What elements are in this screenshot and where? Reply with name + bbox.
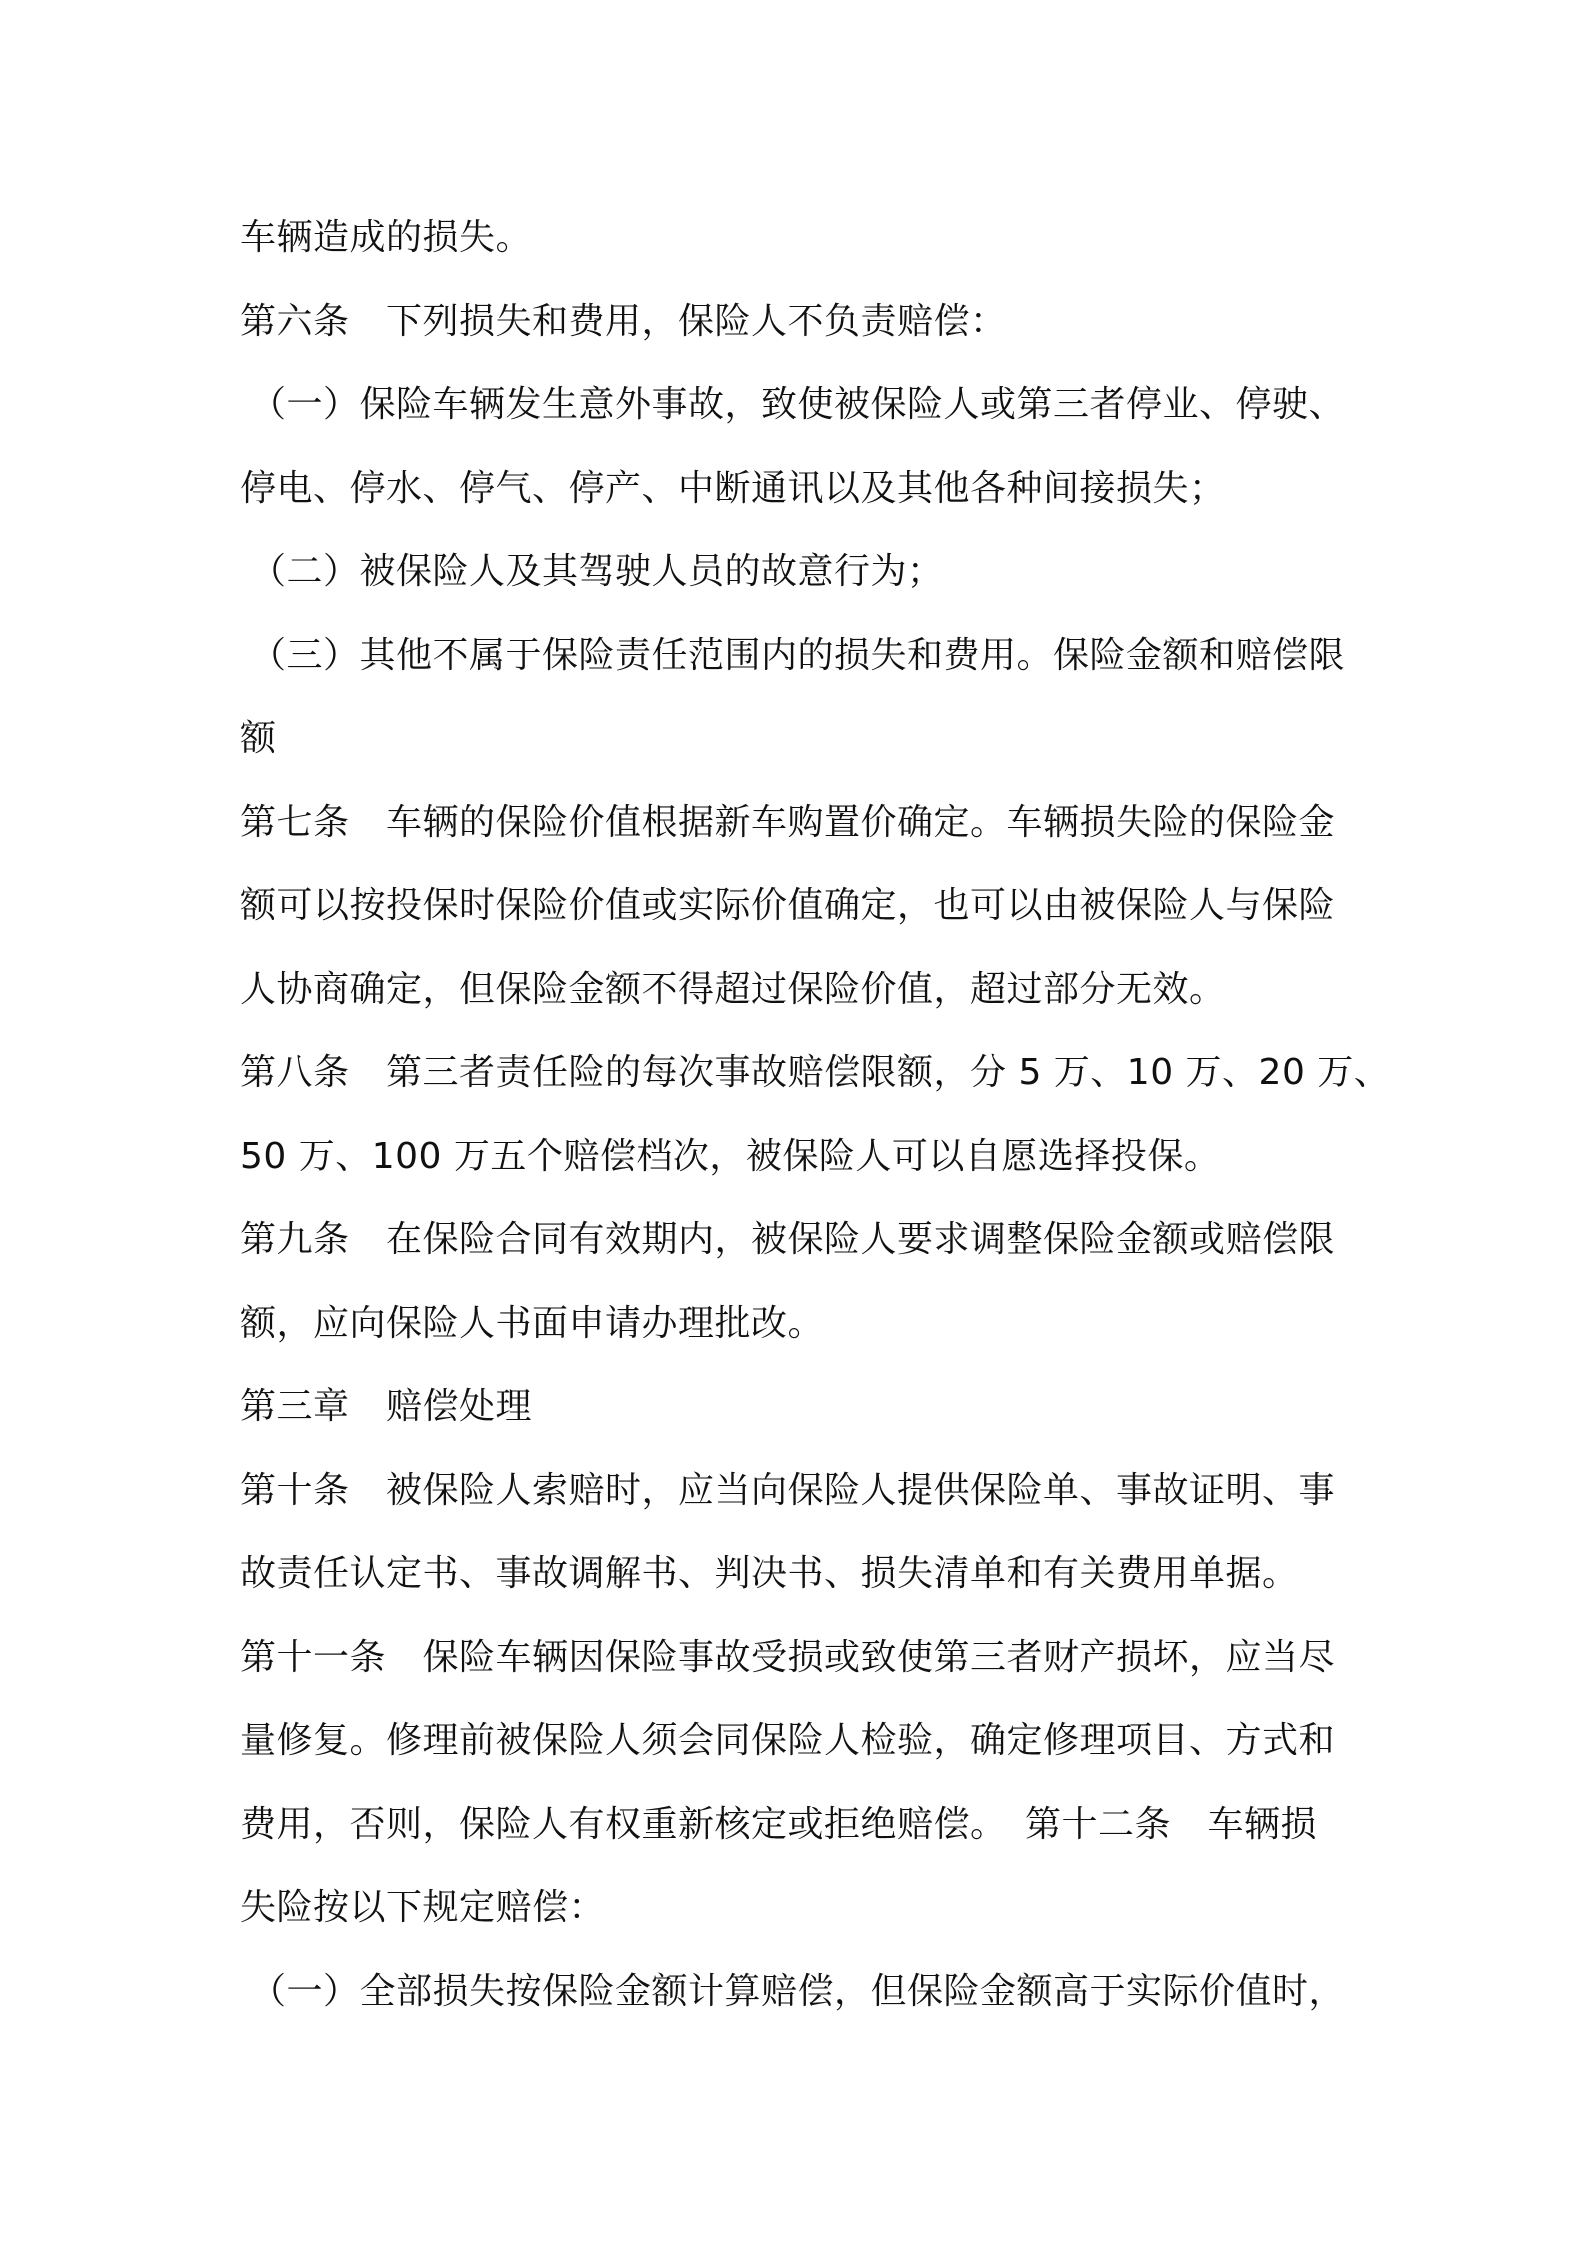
list-item: （二）被保险人及其驾驶人员的故意行为； <box>250 551 944 592</box>
article-7-heading: 第七条 车辆的保险价值根据新车购置价确定。车辆损失险的保险金 <box>240 801 1336 843</box>
text-line: 量修复。修理前被保险人须会同保险人检验，确定修理项目、方式和 <box>240 1720 1336 1761</box>
list-item: （一）保险车辆发生意外事故，致使被保险人或第三者停业、停驶、 <box>250 384 1346 425</box>
list-item: （三）其他不属于保险责任范围内的损失和费用。保险金额和赔偿限 <box>250 634 1346 676</box>
text-line: 额可以按投保时保险价值或实际价值确定，也可以由被保险人与保险 <box>240 885 1336 926</box>
text-line: 停电、停水、停气、停产、中断通讯以及其他各种间接损失； <box>240 467 1226 509</box>
article-11-heading: 第十一条 保险车辆因保险事故受损或致使第三者财产损坏，应当尽 <box>240 1636 1336 1678</box>
text-line: 费用，否则，保险人有权重新核定或拒绝赔偿。 第十二条 车辆损 <box>240 1803 1318 1845</box>
text-line: 额，应向保险人书面申请办理批改。 <box>240 1302 825 1344</box>
article-6-heading: 第六条 下列损失和费用，保险人不负责赔偿： <box>240 300 1007 342</box>
text-line: 50 万、100 万五个赔偿档次，被保险人可以自愿选择投保。 <box>240 1135 1221 1177</box>
article-9-heading: 第九条 在保险合同有效期内，被保险人要求调整保险金额或赔偿限 <box>240 1219 1336 1260</box>
text-line: 失险按以下规定赔偿： <box>240 1887 606 1928</box>
list-item: （一）全部损失按保险金额计算赔偿，但保险金额高于实际价值时， <box>250 1970 1346 2012</box>
chapter-3-heading: 第三章 赔偿处理 <box>240 1386 533 1427</box>
article-10-heading: 第十条 被保险人索赔时，应当向保险人提供保险单、事故证明、事 <box>240 1469 1336 1511</box>
article-8-heading: 第八条 第三者责任险的每次事故赔偿限额，分 5 万、10 万、20 万、 <box>240 1052 1391 1093</box>
text-line: 人协商确定，但保险金额不得超过保险价值，超过部分无效。 <box>240 968 1226 1010</box>
text-line: 故责任认定书、事故调解书、判决书、损失清单和有关费用单据。 <box>240 1553 1299 1594</box>
text-line: 车辆造成的损失。 <box>240 217 533 258</box>
text-line: 额 <box>240 718 277 759</box>
document-body <box>240 196 1391 2033</box>
